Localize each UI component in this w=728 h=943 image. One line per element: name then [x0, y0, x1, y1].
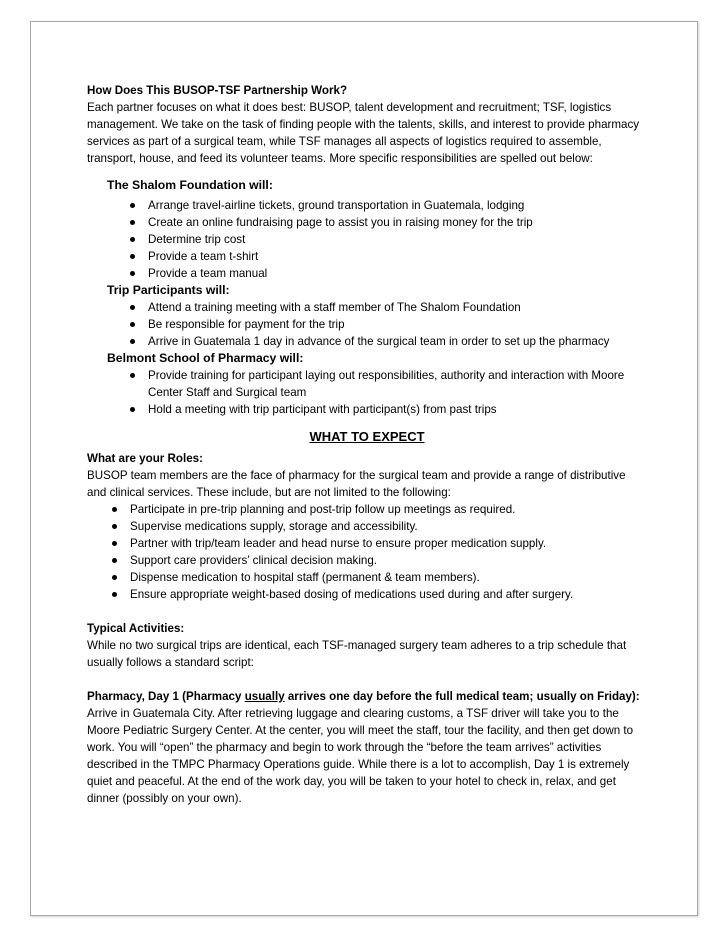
participants-heading: Trip Participants will: [107, 283, 230, 297]
what-to-expect-title: WHAT TO EXPECT [309, 429, 425, 444]
partnership-body: Each partner focuses on what it does best: BUSOP, talent development and recruitment; TSF, logistics management. We take on the task of finding people with the talents, skills, and interest to provide pharmacy services as part of a surgical team, while TSF manages all aspects of logistics required to assemble, transport, house, and feed its volunteer teams. More specific responsibilities are spelled out below: [87, 101, 640, 165]
shalom-list [127, 197, 647, 282]
list-item: Provide a team t-shirt [127, 248, 647, 265]
activities-heading: Typical Activities: [87, 622, 185, 635]
document-content [87, 82, 647, 807]
list-item: Supervise medications supply, storage and accessibility. [109, 518, 647, 535]
day1-heading-pre: Pharmacy, Day 1 (Pharmacy [87, 690, 245, 703]
responsibilities-section [107, 177, 647, 418]
roles-body: BUSOP team members are the face of pharmacy for the surgical team and provide a range of distributive and clinical services. These include, but are not limited to the following: [87, 469, 626, 499]
list-item: Attend a training meeting with a staff member of The Shalom Foundation [127, 299, 647, 316]
shalom-heading: The Shalom Foundation will: [107, 178, 273, 192]
roles-heading: What are your Roles: [87, 452, 203, 465]
partnership-heading: How Does This BUSOP-TSF Partnership Work? [87, 84, 348, 97]
day1-heading-underlined: usually [244, 690, 285, 703]
list-item: Partner with trip/team leader and head nurse to ensure proper medication supply. [109, 535, 647, 552]
list-item: Participate in pre-trip planning and post-trip follow up meetings as required. [109, 501, 647, 518]
list-item: Create an online fundraising page to assist you in raising money for the trip [127, 214, 647, 231]
belmont-heading: Belmont School of Pharmacy will: [107, 351, 304, 365]
roles-list [109, 501, 647, 603]
list-item: Arrive in Guatemala 1 day in advance of the surgical team in order to set up the pharmacy [127, 333, 647, 350]
list-item: Provide a team manual [127, 265, 647, 282]
belmont-list [127, 367, 647, 418]
day1-body: Arrive in Guatemala City. After retrieving luggage and clearing customs, a TSF driver will take you to the Moore Pediatric Surgery Center. At the center, you will meet the staff, tour the facility, and then get down to work. You will “open” the pharmacy and begin to work through the “before the team arrives” activities described in the TMPC Pharmacy Operations guide. While there is a lot to accomplish, Day 1 is extremely quiet and peaceful. At the end of the work day, you will be taken to your hotel to check in, relax, and get dinner (possibly on your own). [87, 707, 634, 805]
list-item: Determine trip cost [127, 231, 647, 248]
list-item: Be responsible for payment for the trip [127, 316, 647, 333]
activities-body: While no two surgical trips are identical, each TSF-managed surgery team adheres to a trip schedule that usually follows a standard script: [87, 639, 627, 669]
participants-list [127, 299, 647, 350]
day1-heading-post: arrives one day before the full medical team; usually on Friday): [284, 690, 640, 703]
list-item: Support care providers’ clinical decision making. [109, 552, 647, 569]
list-item: Dispense medication to hospital staff (permanent & team members). [109, 569, 647, 586]
list-item: Hold a meeting with trip participant with participant(s) from past trips [127, 401, 647, 418]
list-item: Ensure appropriate weight-based dosing of medications used during and after surgery. [109, 586, 647, 603]
list-item: Arrange travel-airline tickets, ground transportation in Guatemala, lodging [127, 197, 647, 214]
list-item: Provide training for participant laying out responsibilities, authority and interaction with Moore Center Staff and Surgical team [127, 367, 647, 401]
day1-heading [87, 688, 647, 705]
